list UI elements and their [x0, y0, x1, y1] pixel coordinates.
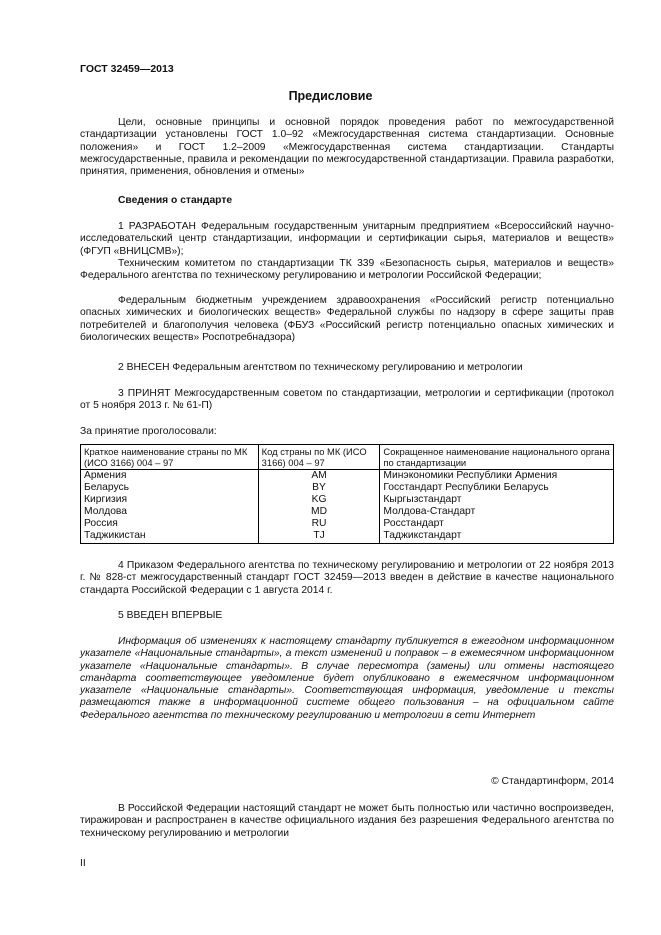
table-row [81, 506, 614, 518]
item4-order: 4 Приказом Федерального агентства по техническому регулированию и метрологии от 22 ноября 2013 г. № 828-ст межгосударственный стандарт ГОСТ 32459—2013 введен в действие в качестве национального стандарта Российской Федерации с 1 августа 2014 г. [80, 560, 614, 596]
item5-first-introduced: 5 ВВЕДЕН ВПЕРВЫЕ [118, 610, 223, 621]
item1-committee: Техническим комитетом по стандартизации ТК 339 «Безопасность сырья, материалов и веществ» Федерального агентства по техническому регулированию и метрологии Российской Федерации; [80, 258, 614, 282]
table-row [81, 518, 614, 530]
code-cell: KG [258, 494, 380, 506]
table-row [81, 494, 614, 506]
country-cell: Молдова [81, 506, 259, 518]
item1-budget-institution: Федеральным бюджетным учреждением здравоохранения «Российский регистр потенциально опасных химических и биологических веществ» Федеральной службы по надзору в сфере защиты прав потребителей и благополучия человека (ФБУЗ «Российский регистр потенциально опасных химических и биологических веществ» Роспотребнадзора) [80, 295, 614, 343]
country-cell: Таджикистан [81, 530, 259, 543]
country-cell: Беларусь [81, 482, 259, 494]
column-header-body: Сокращенное наименование национального органа по стандартизации [380, 445, 614, 470]
code-cell: BY [258, 482, 380, 494]
column-header-country: Краткое наименование страны по МК (ИСО 3166) 004 – 97 [81, 445, 259, 470]
page-number: II [80, 858, 86, 869]
body-cell: Кыргызстандарт [380, 494, 614, 506]
info-note: Информация об изменениях к настоящему стандарту публикуется в ежегодном информационном указателе «Национальные стандарты», а текст изменений и поправок – в ежемесячном информационном указателе «Национальные стандарты». В случае пересмотра (замены) или отмены настоящего стандарта соответствующее уведомление будет опубликовано в ежемесячном информационном указателе «Национальные стандарты». Соответствующая информация, уведомление и тексты размещаются также в информационной системе общего пользования – на официальном сайте Федерального агентства по техническому регулированию и метрологии в сети Интернет [80, 636, 614, 721]
code-cell: TJ [258, 530, 380, 543]
section-heading: Сведения о стандарте [118, 195, 233, 206]
item1-developer: 1 РАЗРАБОТАН Федеральным государственным унитарным предприятием «Всероссийский научно-исследовательский центр стандартизации, информации и сертификации сырья, материалов и веществ» (ФГУП «ВНИЦСМВ»); [80, 221, 614, 257]
legal-notice: В Российской Федерации настоящий стандарт не может быть полностью или частично воспроизведен, тиражирован и распространен в качестве официального издания без разрешения Федерального агентства по техническому регулированию и метрологии [80, 803, 614, 839]
copyright: © Стандартинформ, 2014 [491, 776, 614, 787]
table-row [81, 482, 614, 494]
page-title: Предисловие [288, 89, 373, 103]
intro-paragraph: Цели, основные принципы и основной порядок проведения работ по межгосударственной стандартизации установлены ГОСТ 1.0–92 «Межгосударственная система стандартизации. Основные положения» и ГОСТ 1.2–2009 «Межгосударственная система стандартизации. Стандарты межгосударственные, правила и рекомендации по межгосударственной стандартизации. Правила разработки, принятия, применения, обновления и отмены» [80, 117, 614, 178]
item2-introduced: 2 ВНЕСЕН Федеральным агентством по техническому регулированию и метрологии [118, 362, 523, 373]
vote-label: За принятие проголосовали: [80, 426, 217, 437]
body-cell: Молдова-Стандарт [380, 506, 614, 518]
code-cell: MD [258, 506, 380, 518]
table-row [81, 470, 614, 483]
vote-table [80, 444, 614, 544]
body-cell: Госстандарт Республики Беларусь [380, 482, 614, 494]
country-cell: Киргизия [81, 494, 259, 506]
document-code: ГОСТ 32459—2013 [80, 63, 174, 75]
body-cell: Росстандарт [380, 518, 614, 530]
code-cell: RU [258, 518, 380, 530]
country-cell: Россия [81, 518, 259, 530]
code-cell: AM [258, 470, 380, 483]
country-cell: Армения [81, 470, 259, 483]
table-header-row [81, 445, 614, 470]
body-cell: Таджикстандарт [380, 530, 614, 543]
table-row [81, 530, 614, 543]
item3-adopted: 3 ПРИНЯТ Межгосударственным советом по стандартизации, метрологии и сертификации (протокол от 5 ноября 2013 г. № 61-П) [80, 388, 614, 412]
column-header-code: Код страны по МК (ИСО 3166) 004 – 97 [258, 445, 380, 470]
body-cell: Минэкономики Республики Армения [380, 470, 614, 483]
